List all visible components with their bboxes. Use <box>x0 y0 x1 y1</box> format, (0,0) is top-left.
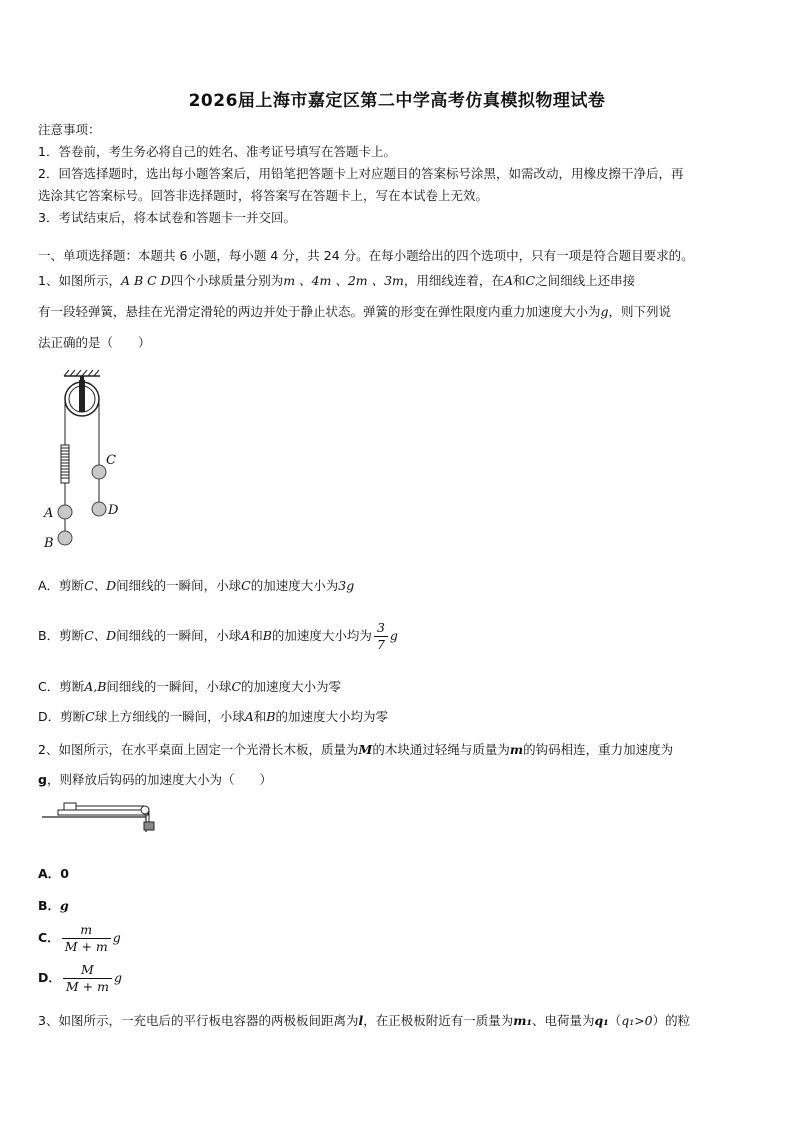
q1-text: ，则下列说 <box>608 304 672 319</box>
option-text: 的加速度大小为零 <box>241 679 342 694</box>
q1-var: g <box>600 304 609 319</box>
board-figure <box>40 800 160 846</box>
q3-var: l <box>358 1013 364 1028</box>
option-value: g <box>60 898 69 913</box>
option-var: C <box>85 709 95 724</box>
q2-var: M <box>358 742 373 757</box>
option-var: g <box>389 628 398 643</box>
option-var: C、D <box>84 628 117 643</box>
fraction-numerator: M <box>63 962 112 979</box>
label-d: D <box>108 503 119 518</box>
q1-line-3: 法正确的是（ ） <box>38 335 151 350</box>
q2-text: ，则释放后钩码的加速度大小为（ ） <box>46 772 272 787</box>
label-b: B <box>44 536 54 551</box>
q2-option-b <box>38 896 69 914</box>
notice-item-1: 1．答卷前，考生务必将自己的姓名、准考证号填写在答题卡上。 <box>38 144 396 159</box>
option-text: C．剪断 <box>38 679 85 694</box>
q1-var: C <box>525 273 536 288</box>
q3-text: （ <box>608 1013 622 1028</box>
notice-heading: 注意事项： <box>38 122 101 137</box>
fraction <box>374 620 388 653</box>
section-heading: 一、单项选择题：本题共 6 小题，每小题 4 分，共 24 分。在每小题给出的四个选项中，只有一项是符合题目要求的。 <box>38 248 694 263</box>
q3-text: ，在正极板附近有一质量为 <box>363 1013 514 1028</box>
option-label: C． <box>38 930 60 945</box>
option-text: B．剪断 <box>38 628 85 643</box>
q1-text: 和 <box>512 273 526 288</box>
option-text: 间细线的一瞬间，小球 <box>106 679 232 694</box>
fraction <box>63 962 112 995</box>
q1-text: 1、如图所示， <box>38 273 121 288</box>
option-var: A,B <box>84 679 107 694</box>
fraction-numerator: m <box>62 922 111 939</box>
long-board <box>58 810 148 815</box>
fraction-denominator: M + m <box>65 979 109 994</box>
q2-var: m <box>509 742 524 757</box>
pulley-figure <box>44 368 140 554</box>
q2-var: g <box>38 772 47 787</box>
q2-option-a <box>38 864 69 882</box>
wood-block <box>64 803 76 810</box>
option-var: C、D <box>84 578 117 593</box>
q3-text: ）的粒 <box>652 1013 691 1028</box>
option-text: D．剪断 <box>38 709 86 724</box>
option-text: A．剪断 <box>38 578 85 593</box>
q1-text: 之间细线上还串接 <box>535 273 636 288</box>
q2-line-1 <box>38 740 673 758</box>
fraction-denominator: M + m <box>64 939 108 954</box>
option-value: 0 <box>60 866 69 881</box>
option-text: 的加速度大小为 <box>250 578 339 593</box>
q3-text: 、电荷量为 <box>531 1013 595 1028</box>
option-label: D． <box>38 970 61 985</box>
option-var: A <box>244 709 254 724</box>
q3-var: q₁ <box>594 1013 609 1028</box>
notice-item-3: 3．考试结束后，将本试卷和答题卡一并交回。 <box>38 210 296 225</box>
option-var: B <box>262 628 272 643</box>
q3-var: m₁ <box>513 1013 532 1028</box>
q1-text: 有一段轻弹簧，悬挂在光滑定滑轮的两边并处于静止状态。弹簧的形变在弹性限度内重力加速度大小为 <box>38 304 601 319</box>
q2-text: 的钩码相连，重力加速度为 <box>523 742 674 757</box>
option-text: 的加速度大小均为 <box>271 628 372 643</box>
q2-option-d <box>38 962 122 995</box>
option-var: g <box>113 970 122 985</box>
option-var: B <box>266 709 276 724</box>
ball-b <box>58 531 72 545</box>
q1-text: ，用细线连着，在 <box>403 273 504 288</box>
label-c: C <box>106 453 116 468</box>
q2-option-c <box>38 922 121 955</box>
ball-a <box>58 505 72 519</box>
q2-text: 2、如图所示，在水平桌面上固定一个光滑长木板，质量为 <box>38 742 359 757</box>
option-var: g <box>112 930 121 945</box>
q2-text: 的木块通过轻绳与质量为 <box>372 742 510 757</box>
hook-weight <box>144 822 154 830</box>
q1-var: A <box>503 273 513 288</box>
notice-item-2: 2．回答选择题时，选出每小题答案后，用铅笔把答题卡上对应题目的答案标号涂黑，如需改动，用橡皮擦干净后，再 <box>38 166 684 181</box>
q1-line-1 <box>38 271 635 289</box>
q1-option-b <box>38 620 398 653</box>
fraction-denominator: 7 <box>376 637 385 652</box>
option-text: 间细线的一瞬间，小球 <box>116 578 242 593</box>
option-label: B． <box>38 898 61 913</box>
q1-line-2 <box>38 302 671 320</box>
option-text: 球上方细线的一瞬间，小球 <box>94 709 245 724</box>
fraction <box>62 922 111 955</box>
option-label: A． <box>38 866 61 881</box>
q1-option-d <box>38 707 388 725</box>
q1-option-c <box>38 677 341 695</box>
page-title: 2026届上海市嘉定区第二中学高考仿真模拟物理试卷 <box>188 91 606 111</box>
q1-masses: m 、4m 、2m 、3m <box>283 273 404 288</box>
ball-c <box>92 465 106 479</box>
option-var: C <box>231 679 242 694</box>
pulley-wheel <box>141 806 149 814</box>
q1-text: 四个小球质量分别为 <box>170 273 284 288</box>
ball-d <box>92 502 106 516</box>
option-text: 的加速度大小均为零 <box>275 709 388 724</box>
q3-line-1 <box>38 1011 690 1029</box>
q1-balls: A B C D <box>120 273 171 288</box>
option-text: 和 <box>253 709 267 724</box>
option-var: A <box>241 628 251 643</box>
option-text: 和 <box>250 628 263 643</box>
q3-text: 3、如图所示，一充电后的平行板电容器的两极板间距离为 <box>38 1013 359 1028</box>
ceiling-hatch <box>64 370 99 376</box>
option-text: 间细线的一瞬间，小球 <box>116 628 242 643</box>
q1-option-a <box>38 576 354 594</box>
q2-line-2 <box>38 770 272 788</box>
option-var: C <box>241 578 251 593</box>
option-value: 3g <box>338 578 355 593</box>
pulley-axle <box>79 380 85 412</box>
label-a: A <box>44 506 54 521</box>
fraction-numerator: 3 <box>374 620 388 637</box>
spring <box>61 445 69 483</box>
q3-condition: q₁>0 <box>621 1013 653 1028</box>
notice-item-2-cont: 选涂其它答案标号。回答非选择题时，将答案写在答题卡上，写在本试卷上无效。 <box>38 188 489 203</box>
